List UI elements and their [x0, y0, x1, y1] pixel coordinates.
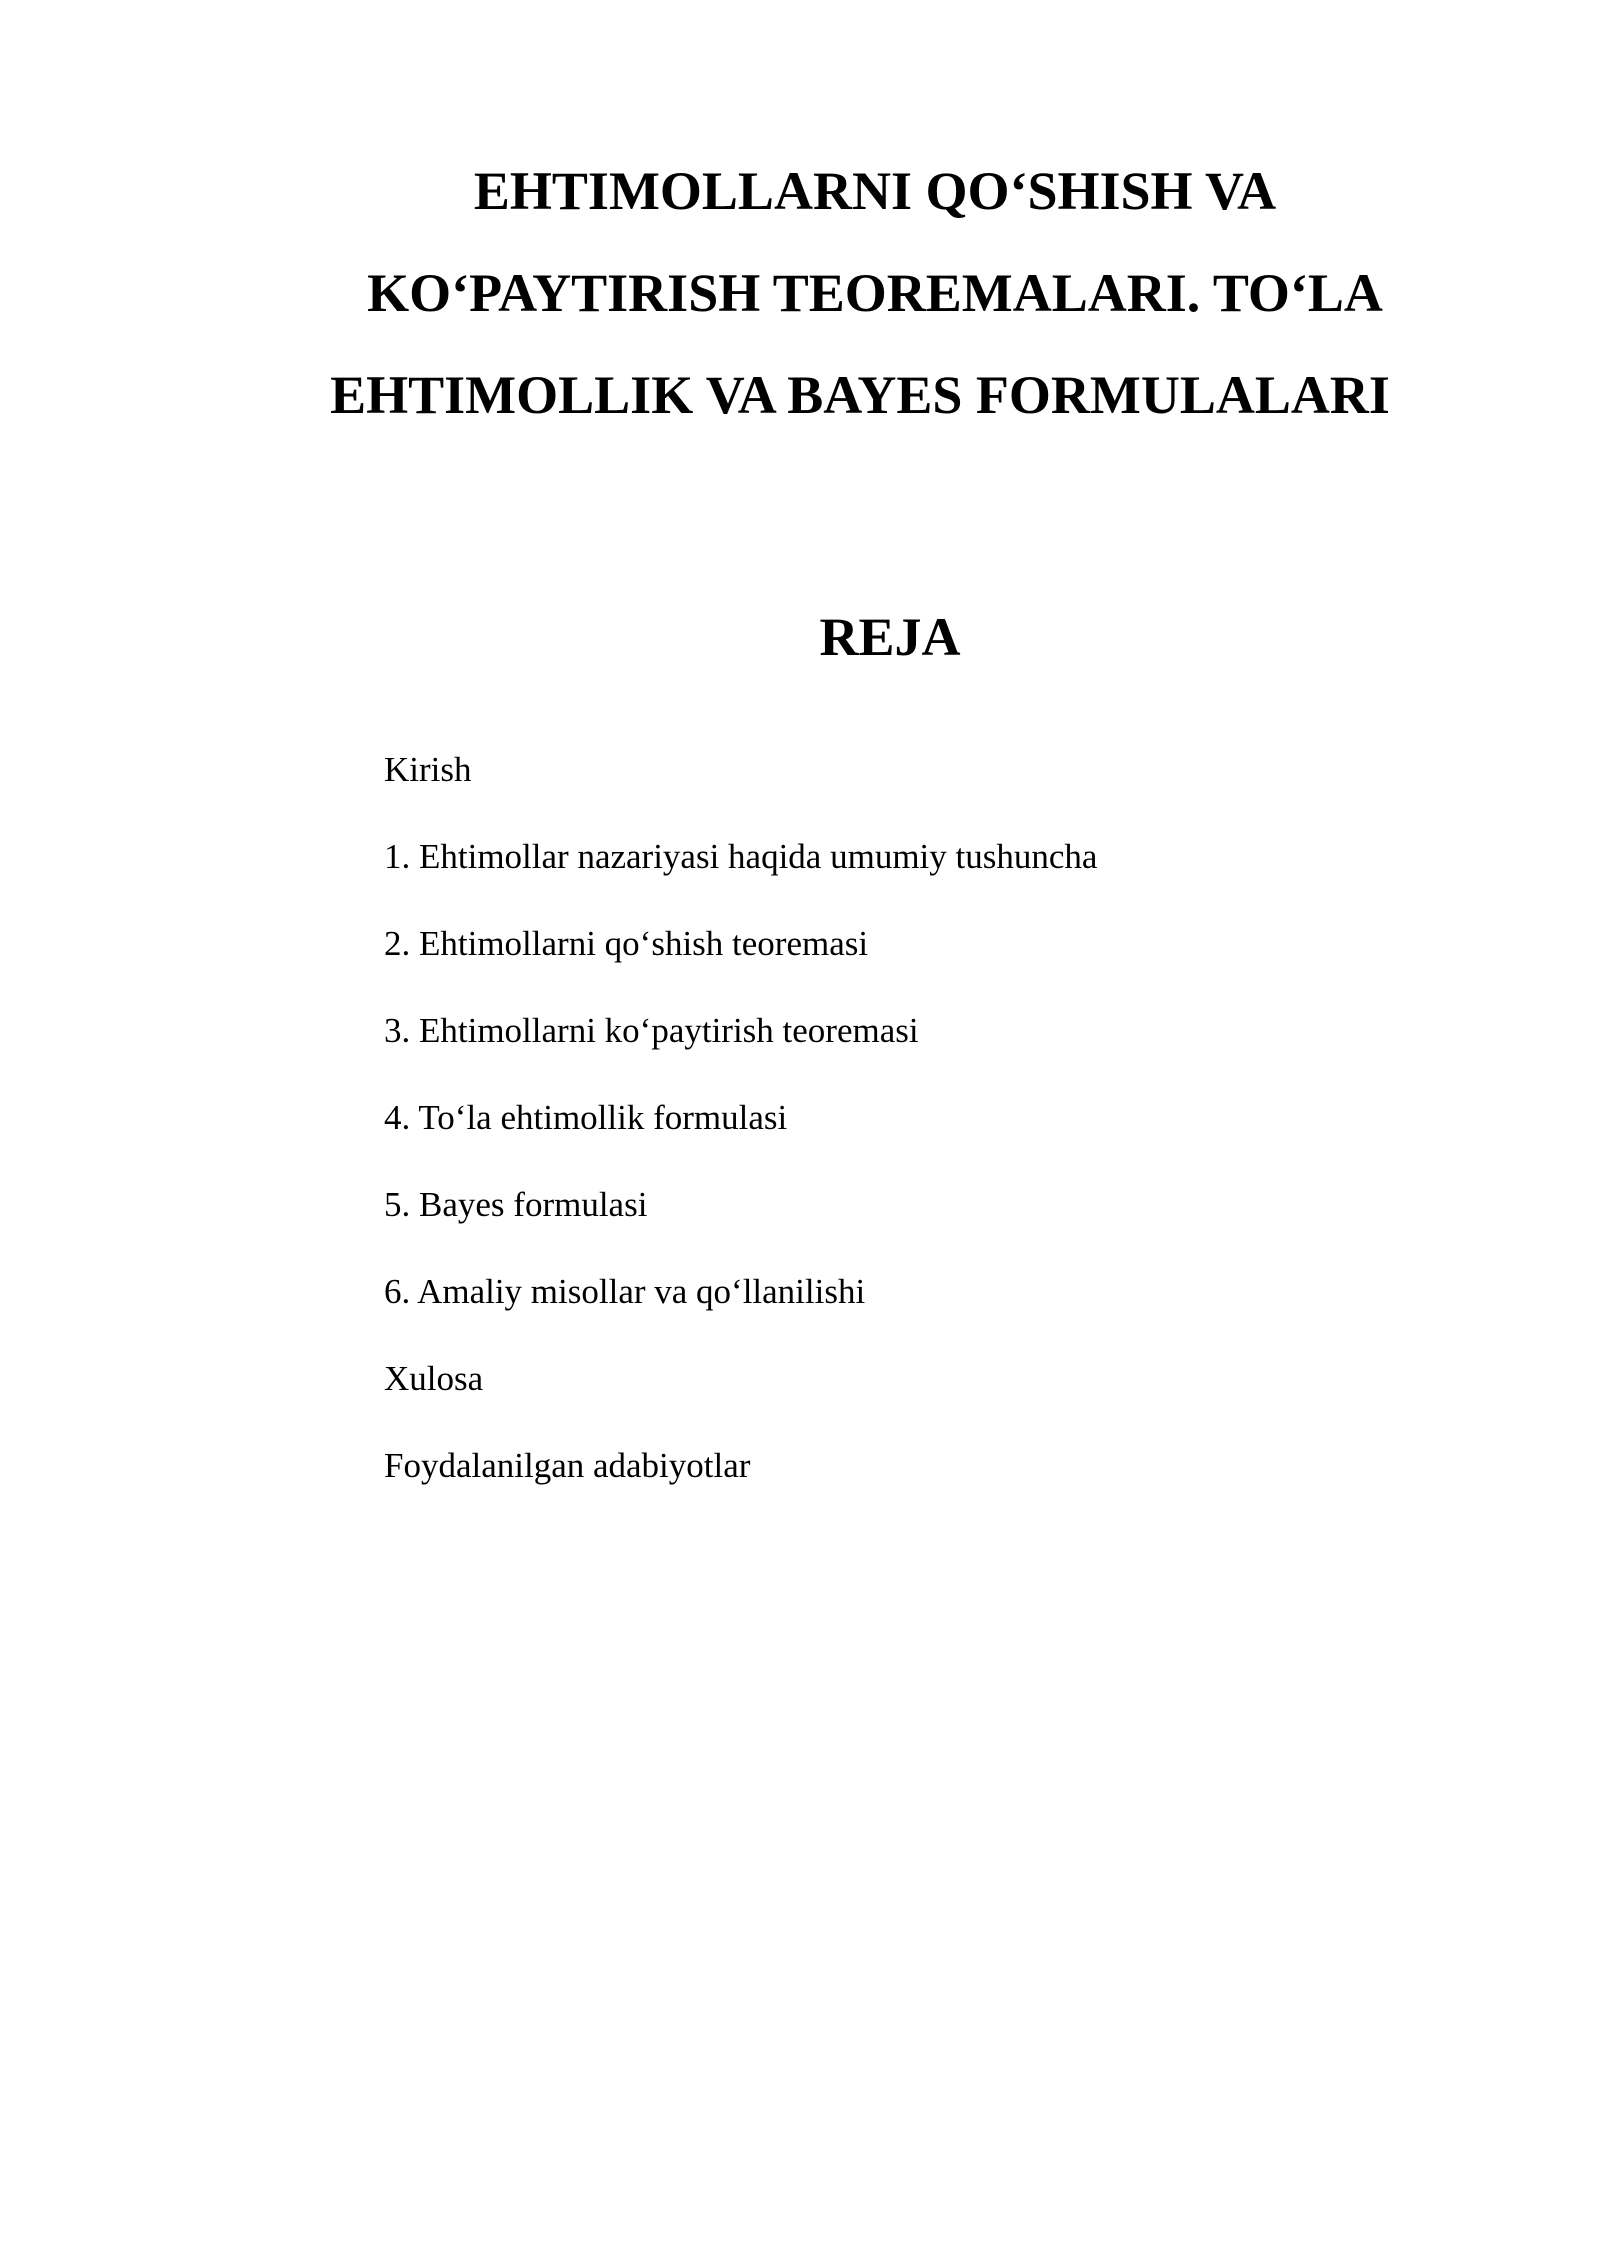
plan-item-6: 6. Amaliy misollar va qo‘llanilishi [384, 1272, 866, 1311]
document-title [260, 140, 1460, 446]
title-line-1: EHTIMOLLARNI QO‘SHISH VA [473, 161, 1277, 221]
plan-heading: REJA [819, 607, 961, 667]
title-line-3: EHTIMOLLIK VA BAYES FORMULALARI [330, 365, 1390, 425]
plan-item-references: Foydalanilgan adabiyotlar [384, 1446, 751, 1485]
plan-item-intro: Kirish [384, 750, 472, 789]
plan-item-conclusion: Xulosa [384, 1359, 484, 1398]
plan-item-3: 3. Ehtimollarni ko‘paytirish teoremasi [384, 1011, 919, 1050]
plan-list [384, 726, 1097, 1509]
plan-item-4: 4. To‘la ehtimollik formulasi [384, 1098, 788, 1137]
plan-item-2: 2. Ehtimollarni qo‘shish teoremasi [384, 924, 869, 963]
plan-item-5: 5. Bayes formulasi [384, 1185, 648, 1224]
title-line-2: KO‘PAYTIRISH TEOREMALARI. TO‘LA [367, 263, 1383, 323]
plan-item-1: 1. Ehtimollar nazariyasi haqida umumiy tushuncha [384, 837, 1098, 876]
